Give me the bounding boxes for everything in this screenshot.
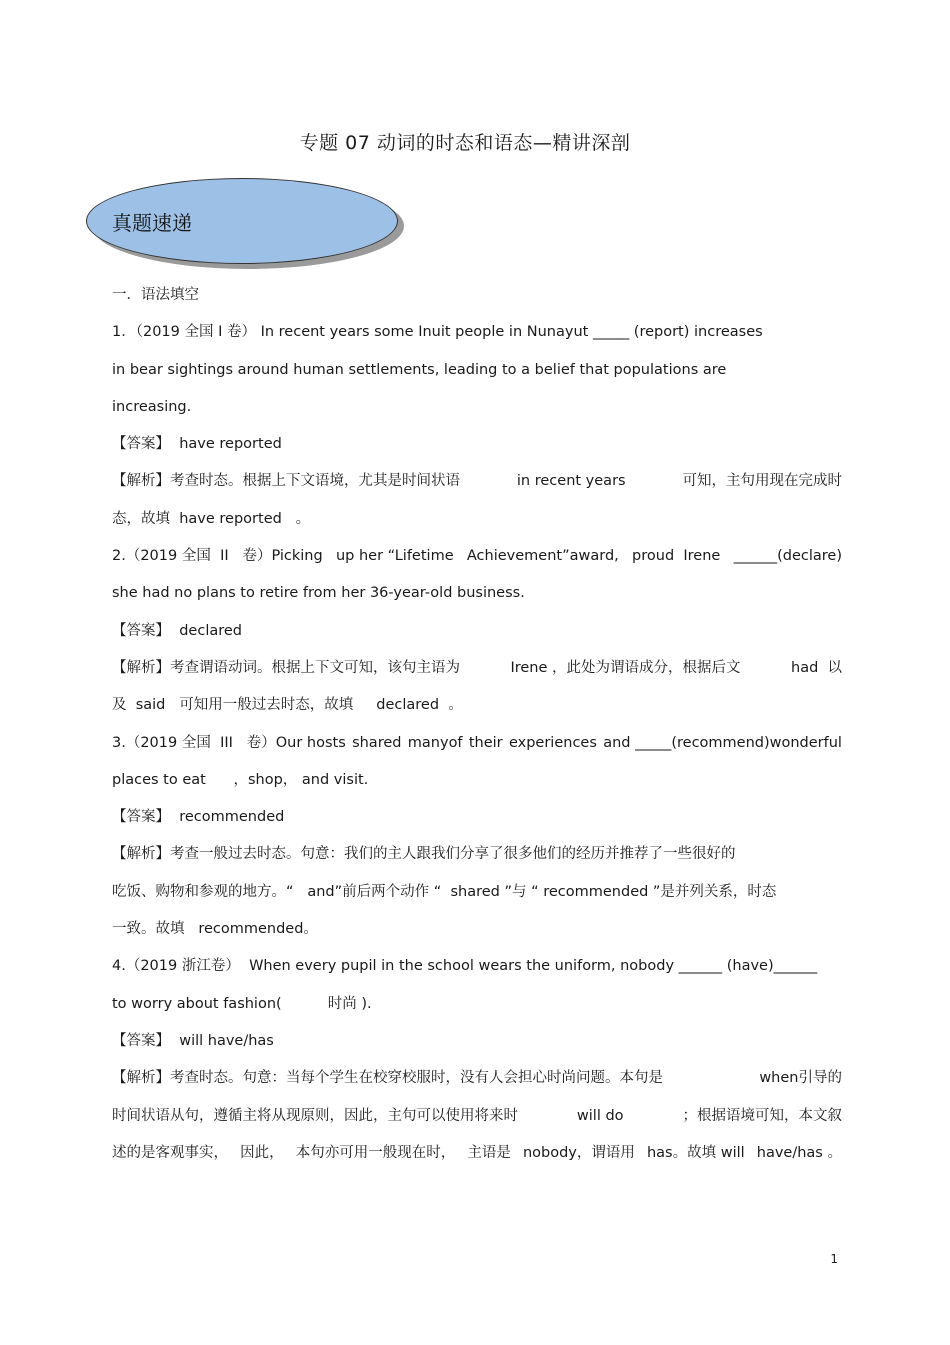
text-line <box>112 469 842 506</box>
text-segment: has。故填 will <box>646 1144 745 1161</box>
text-segment: 【解析】考查时态。根据上下文语境，尤其是时间状语 <box>112 473 460 490</box>
text-line <box>112 432 842 469</box>
text-segment: Irene ，此处为谓语成分，根据后文 <box>510 659 741 676</box>
text-segment: manyof <box>407 734 463 751</box>
text-line <box>112 731 842 768</box>
text-segment: will do <box>576 1107 624 1124</box>
text-line <box>112 507 842 544</box>
text-segment: 2.（2019 全国 II 卷）Picking <box>112 548 323 565</box>
text-segment: 【答案】 will have/has <box>112 1032 274 1049</box>
text-line <box>112 283 842 320</box>
text-segment: 【答案】 have reported <box>112 436 282 453</box>
text-segment: and _____(recommend)wonderful <box>603 734 842 751</box>
text-line <box>112 619 842 656</box>
text-segment: have/has 。 <box>756 1144 842 1161</box>
text-line <box>112 1029 842 1066</box>
text-line <box>112 768 842 805</box>
text-segment: 1．（2019 全国 Ⅰ 卷） In recent years some Inuit people in Nunayut _____ (report) increases <box>112 324 763 341</box>
text-segment: nobody，谓语用 <box>522 1144 635 1161</box>
text-segment: in bear sightings around human settlements, leading to a belief that populations are <box>112 361 727 378</box>
text-line <box>112 1141 842 1178</box>
text-line <box>112 992 842 1029</box>
text-line <box>112 320 842 357</box>
text-line <box>112 693 842 730</box>
text-segment: 态，故填 have reported 。 <box>112 510 311 527</box>
text-segment: when引导的 <box>759 1070 842 1087</box>
text-segment: experiences <box>508 734 597 751</box>
text-line <box>112 581 842 618</box>
text-line <box>112 1104 842 1141</box>
text-segment: 【答案】 recommended <box>112 809 285 826</box>
text-line <box>112 656 842 693</box>
text-line <box>112 544 842 581</box>
text-line <box>112 880 842 917</box>
text-line <box>112 358 842 395</box>
exercise-content <box>112 283 842 1178</box>
text-line <box>112 842 842 879</box>
text-segment: shared <box>352 734 402 751</box>
text-segment: to worry about fashion( 时尚 ). <box>112 995 372 1012</box>
page-title: 专题 07 动词的时态和语态—精讲深剖 <box>299 132 631 154</box>
text-segment: ______(declare) <box>733 548 842 565</box>
text-segment: 【答案】 declared <box>112 622 242 639</box>
text-segment: 述的是客观事实， <box>112 1144 228 1161</box>
text-segment: 【解析】考查谓语动词。根据上下文可知，该句主语为 <box>112 659 460 676</box>
text-segment: Achievement”award, <box>466 548 619 565</box>
text-line <box>112 917 842 954</box>
text-segment: 及 said 可知用一般过去时态，故填 declared 。 <box>112 697 463 714</box>
text-segment: 一．语法填空 <box>112 287 199 303</box>
text-segment: in recent years <box>516 473 626 490</box>
text-segment: 吃饭、购物和参观的地方。“ and”前后两个动作 “ shared ”与 “ recommended ”是并列关系，时态 <box>112 883 777 900</box>
text-segment: 【解析】考查时态。句意：当每个学生在校穿校服时，没有人会担心时尚问题。本句是 <box>112 1070 663 1087</box>
page-number: 1 <box>830 1252 838 1266</box>
text-segment: 一致。故填 recommended。 <box>112 921 318 938</box>
text-segment: 主语是 <box>467 1144 511 1161</box>
text-segment: 【解析】考查一般过去时态。句意：我们的主人跟我们分享了很多他们的经历并推荐了一些很好的 <box>112 846 736 863</box>
text-segment: ；根据语境可知，本文叙 <box>682 1107 842 1124</box>
text-line <box>112 805 842 842</box>
text-segment: their <box>468 734 503 751</box>
section-badge <box>86 178 406 270</box>
text-segment: 因此， <box>240 1144 284 1161</box>
badge-label: 真题速递 <box>112 211 192 235</box>
text-segment: 可知，主句用现在完成时 <box>682 473 842 490</box>
text-segment: 3.（2019 全国 III 卷）Our hosts <box>112 734 346 751</box>
text-line <box>112 1066 842 1103</box>
text-segment: 本句亦可用一般现在时， <box>295 1144 456 1161</box>
text-segment: she had no plans to retire from her 36-year-old business. <box>112 585 525 602</box>
text-line <box>112 395 842 432</box>
text-segment: increasing. <box>112 398 192 415</box>
text-segment: up her “Lifetime <box>335 548 454 565</box>
text-segment: proud Irene <box>632 548 721 565</box>
text-segment: places to eat ，shop， and visit. <box>112 771 369 788</box>
text-segment: had 以 <box>791 659 842 676</box>
text-segment: 时间状语从句，遵循主将从现原则，因此，主句可以使用将来时 <box>112 1107 518 1124</box>
text-segment: 4.（2019 浙江卷） When every pupil in the school wears the uniform, nobody ______ (have)______ <box>112 958 818 975</box>
text-line <box>112 954 842 991</box>
